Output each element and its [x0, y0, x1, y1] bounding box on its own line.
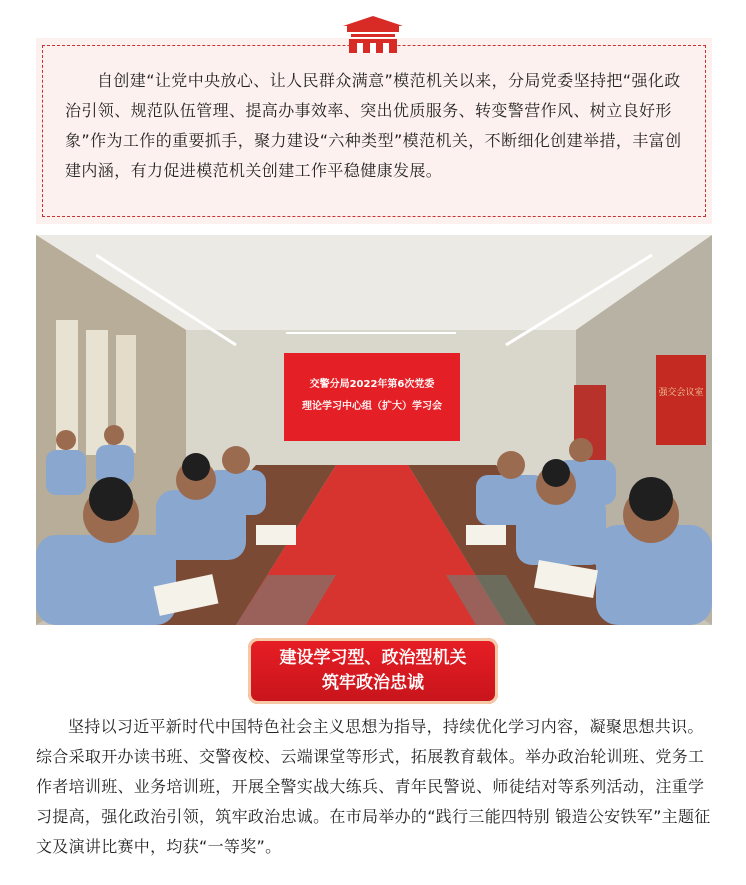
meeting-photo: [36, 235, 712, 625]
gate-emblem-icon: [343, 16, 403, 56]
section-title-line-1: 建设学习型、政治型机关: [279, 648, 467, 668]
body-paragraph: 坚持以习近平新时代中国特色社会主义思想为指导，持续优化学习内容，凝聚思想共识。综合采取开办读书班、交警夜校、云端课堂等形式，拓展教育载体。举办政治轮训班、党务工作者培训班、业务培训班，开展全警实战大练兵、青年民警说、师徒结对等系列活动，注重学习提高，强化政治引领，筑牢政治忠诚。在市局举办的“践行三能四特别 锻造公安铁军”主题征文及演讲比赛中，均获“一等奖”。: [36, 717, 711, 856]
intro-paragraph: 自创建“让党中央放心、让人民群众满意”模范机关以来，分局党委坚持把“强化政治引领、规范队伍管理、提高办事效率、突出优质服务、转变警营作风、树立良好形象”作为工作的重要抓手，聚力建设“六种类型”模范机关，不断细化创建举措，丰富创建内涵，有力促进模范机关创建工作平稳健康发展。: [65, 71, 682, 180]
section-title-badge: [248, 638, 498, 704]
section-title-line-2: 筑牢政治忠诚: [322, 673, 424, 693]
screen-line-2: 理论学习中心组（扩大）学习会: [302, 401, 442, 412]
intro-box: [36, 38, 712, 224]
screen-line-1: 交警分局2022年第6次党委: [309, 379, 435, 390]
intro-border: [42, 45, 706, 217]
side-banner-text: 强交会议室: [658, 388, 704, 398]
